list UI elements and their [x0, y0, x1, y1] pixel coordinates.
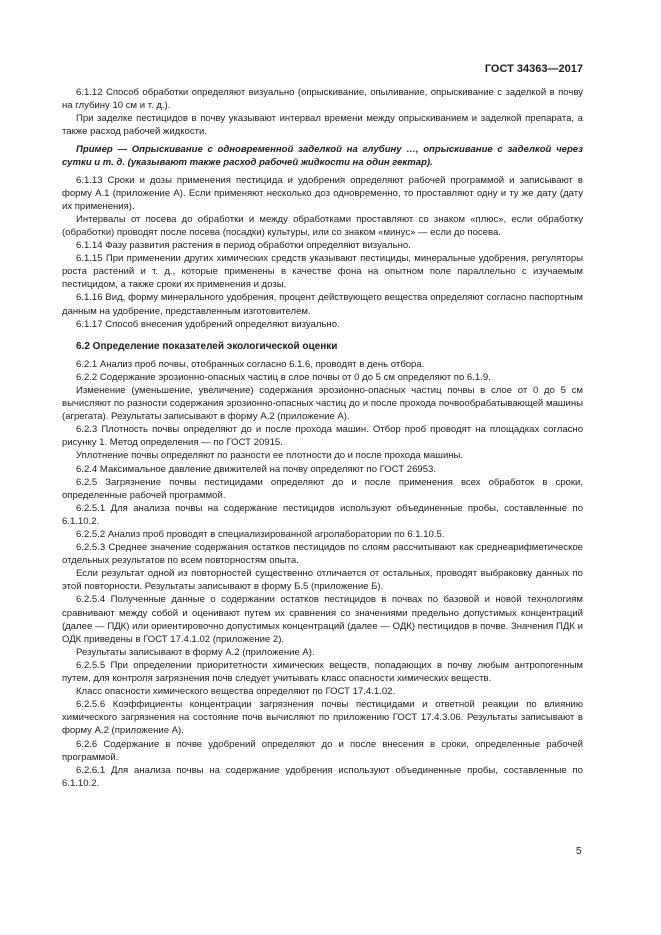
paragraph: Уплотнение почвы определяют по разности ее плотности до и после прохода машины. — [76, 450, 464, 462]
paragraph: 6.2.1 Анализ проб почвы, отобранных согласно 6.1.6, проводят в день отбора. — [76, 358, 425, 370]
paragraph: 6.2.5.5 При определении приоритетности химических веществ, попадающих в почву любым антропогенным путем, для контроля загрязнения почв следует учитывать класс опасности химических веществ. — [62, 659, 583, 685]
section-heading: 6.2 Определение показателей экологической оценки — [76, 340, 338, 352]
paragraph: 6.1.14 Фазу развития растения в период обработки определяют визуально. — [76, 240, 411, 252]
paragraph: При заделке пестицидов в почву указывают интервал времени между опрыскиванием и заделкой препарата, а также расход рабочей жидкости. — [62, 113, 583, 138]
document-body — [62, 86, 583, 790]
paragraph: 6.2.5.4 Полученные данные о содержании остатков пестицидов в почвах по базовой и новой технологиям сравнивают между собой и оценивают путем их сравнения со значениями предельно допустимых концентраций (далее — ПДК) или ориентировочно допустимых концентраций (далее — ОДК) пестицидов в почве. Значения ПДК и ОДК приведены в ГОСТ 17.4.1.02 (приложение 2). — [62, 594, 583, 645]
paragraph: Результаты записывают в форму А.2 (приложение А). — [76, 646, 315, 658]
paragraph: 6.2.5.3 Среднее значение содержания остатков пестицидов по слоям рассчитывают как среднеарифметическое отдельных результатов по всем повторностям опыта. — [62, 542, 583, 567]
paragraph: 6.1.12 Способ обработки определяют визуально (опрыскивание, опыливание, опрыскивание с заделкой в почву на глубину 10 см и т. д.). — [62, 87, 583, 112]
paragraph: 6.2.5.2 Анализ проб проводят в специализированной агролаборатории по 6.1.10.5. — [76, 529, 445, 540]
paragraph: Изменение (уменьшение, увеличение) содержания эрозионно-опасных частиц почвы в слое от 0 до 5 см вычисляют по разности содержания эрозионно-опасных частиц до и после прохода почвообрабатывающей машины (агрегата). Результаты записывают в форму А.2 (приложение А). — [62, 384, 583, 423]
paragraph: 6.1.15 При применении других химических средств указывают пестициды, минеральные удобрения, регуляторы роста растений и т. д., которые применены в качестве фона на опытном поле параллельно с изучаемым пестицидом, а также сроки их применения и дозы. — [62, 253, 583, 291]
paragraph: 6.1.13 Сроки и дозы применения пестицида и удобрения определяют рабочей программой и записывают в форму А.1 (приложение А). Если применяют несколько доз одновременно, то проставляют одну и ту же дату (дату их применения). — [62, 174, 583, 212]
example-note: Пример — Опрыскивание с одновременной заделкой на глубину …, опрыскивание с заделкой через сутки и т. д. (указывают также расход рабочей жидкости на один гектар). — [62, 144, 583, 169]
paragraph: 6.2.6 Содержание в почве удобрений определяют до и после внесения в сроки, определенные рабочей программой. — [62, 738, 583, 763]
paragraph: 6.2.5.6 Коэффициенты концентрации загрязнения почвы пестицидами и ответной реакции по влиянию химического загрязнения на состояние почв вычисляют по приложению ГОСТ 17.4.3.06. Результаты записывают в форму А.2 (приложение А). — [62, 699, 583, 737]
paragraph: 6.2.4 Максимальное давление движителей на почву определяют по ГОСТ 26953. — [76, 463, 436, 475]
paragraph: Интервалы от посева до обработки и между обработками проставляют со знаком «плюс», если обработку (обработки) проводят после посева (посадки) культуры, или со знаком «минус» — если до посева. — [62, 213, 583, 238]
paragraph: 6.1.16 Вид, форму минерального удобрения, процент действующего вещества определяют согласно паспортным данным на удобрение, представленным изготовителем. — [62, 292, 583, 317]
page-number: 5 — [576, 846, 582, 857]
paragraph: Если результат одной из повторностей существенно отличается от остальных, проводят выбраковку данных по этой повторности. Результаты записывают в форму Б.5 (приложение Б). — [62, 568, 583, 593]
paragraph: 6.2.3 Плотность почвы определяют до и после прохода машин. Отбор проб проводят на площадках согласно рисунку 1. Метод определения — по ГОСТ 20915. — [62, 424, 583, 449]
paragraph: 6.2.5 Загрязнение почвы пестицидами определяют до и после применения всех обработок в сроки, определенные рабочей программой. — [62, 476, 583, 501]
paragraph: Класс опасности химического вещества определяют по ГОСТ 17.4.1.02. — [76, 686, 396, 698]
paragraph: 6.2.2 Содержание эрозионно-опасных частиц в слое почвы от 0 до 5 см определяют по 6.1.9. — [76, 371, 491, 383]
paragraph: 6.2.5.1 Для анализа почвы на содержание пестицидов используют объединенные пробы, составленные по 6.1.10.2. — [62, 502, 583, 527]
paragraph: 6.1.17 Способ внесения удобрений определяют визуально. — [76, 318, 340, 330]
document-code: ГОСТ 34363—2017 — [484, 63, 583, 75]
paragraph: 6.2.6.1 Для анализа почвы на содержание удобрения используют объединенные пробы, составленные по 6.1.10.2. — [62, 764, 583, 789]
